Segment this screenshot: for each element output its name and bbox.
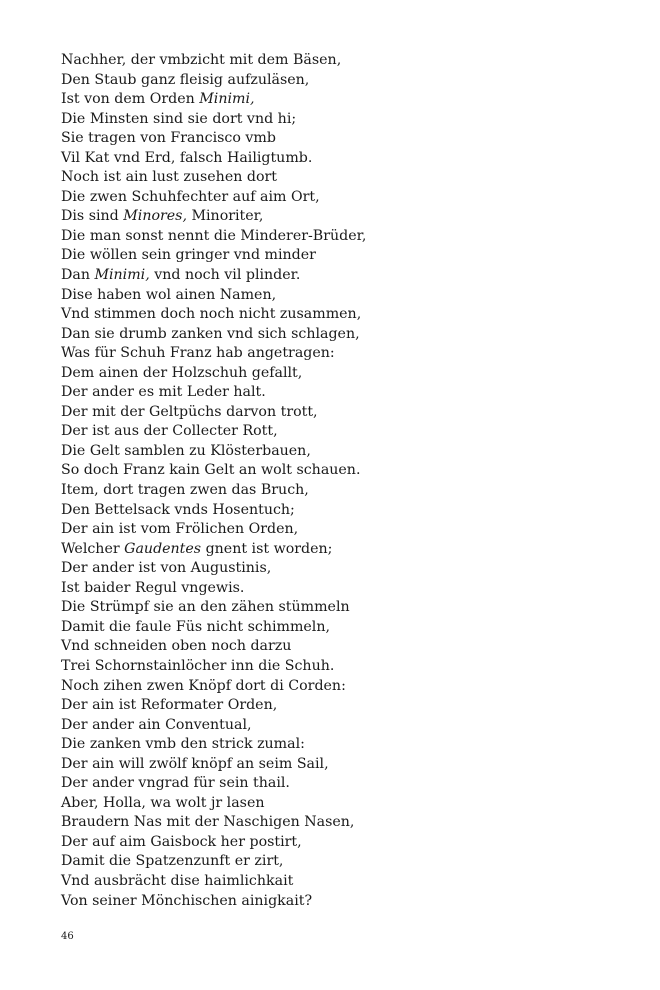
poem-line	[61, 90, 621, 110]
poem-line-segment: Vnd stimmen doch noch nicht zusammen,	[61, 306, 362, 323]
poem-line-segment: Der ist aus der Collecter Rott,	[61, 423, 278, 440]
poem-line-segment: Der ander es mit Leder halt.	[61, 384, 266, 401]
poem-line	[61, 872, 621, 892]
poem-line-segment: Dem ainen der Holzschuh gefallt,	[61, 364, 303, 381]
poem-line	[61, 51, 621, 71]
poem-line-segment: Damit die Spatzenzunft er zirt,	[61, 853, 284, 870]
poem-line	[61, 422, 621, 442]
poem-line-segment: Noch zihen zwen Knöpf dort di Corden:	[61, 677, 346, 694]
poem-line-segment: Der auf aim Gaisbock her postirt,	[61, 833, 302, 850]
poem-line	[61, 188, 621, 208]
poem-line-segment: Die Gelt samblen zu Klösterbauen,	[61, 442, 311, 459]
poem-line	[61, 481, 621, 501]
poem-line-segment: Der ain ist Reformater Orden,	[61, 697, 278, 714]
poem-line-segment: Die zwen Schuhfechter auf aim Ort,	[61, 188, 320, 205]
poem-line	[61, 579, 621, 599]
poem-line-segment: Dise haben wol ainen Namen,	[61, 286, 277, 303]
poem-line	[61, 618, 621, 638]
poem-line	[61, 677, 621, 697]
poem-line	[61, 892, 621, 912]
poem-line	[61, 852, 621, 872]
poem-text	[61, 51, 621, 911]
poem-line	[61, 266, 621, 286]
poem-line-segment: Vnd ausbrächt dise haimlichkait	[61, 872, 294, 889]
poem-line	[61, 833, 621, 853]
poem-line	[61, 540, 621, 560]
poem-line	[61, 149, 621, 169]
poem-line-segment: Der ain ist vom Frölichen Orden,	[61, 521, 299, 538]
poem-line	[61, 520, 621, 540]
poem-line-segment: Von seiner Mönchischen ainigkait?	[61, 892, 313, 909]
poem-line-segment: gnent ist worden;	[201, 540, 333, 557]
poem-line	[61, 246, 621, 266]
poem-line	[61, 207, 621, 227]
poem-line-segment: Nachher, der vmbzicht mit dem Bäsen,	[61, 52, 342, 68]
poem-line	[61, 696, 621, 716]
poem-line	[61, 794, 621, 814]
poem-line-segment: Der ander ain Conventual,	[61, 716, 252, 733]
poem-line-segment: Die zanken vmb den strick zumal:	[61, 736, 305, 753]
poem-line	[61, 735, 621, 755]
poem-line-segment: Item, dort tragen zwen das Bruch,	[61, 482, 309, 499]
poem-line-segment: Der ander vngrad für sein thail.	[61, 775, 290, 792]
poem-line	[61, 305, 621, 325]
poem-line-segment: Den Staub ganz fleisig aufzuläsen,	[61, 71, 310, 88]
poem-line-segment: Der mit der Geltpüchs darvon trott,	[61, 403, 318, 420]
poem-line-segment: Dan sie drumb zanken vnd sich schlagen,	[61, 325, 360, 342]
poem-line-segment: Vnd schneiden oben noch darzu	[61, 638, 292, 655]
poem-line	[61, 637, 621, 657]
poem-line-segment: Trei Schornstainlöcher inn die Schuh.	[61, 657, 335, 674]
poem-line-italic-segment: Minimi,	[199, 91, 255, 108]
poem-line	[61, 383, 621, 403]
poem-line	[61, 71, 621, 91]
poem-line	[61, 168, 621, 188]
poem-line	[61, 286, 621, 306]
poem-line	[61, 110, 621, 130]
poem-line-segment: Minoriter,	[186, 208, 264, 225]
poem-line-segment: Den Bettelsack vnds Hosentuch;	[61, 501, 295, 518]
poem-line	[61, 344, 621, 364]
poem-line	[61, 403, 621, 423]
poem-line	[61, 813, 621, 833]
poem-line-segment: Aber, Holla, wa wolt jr lasen	[61, 794, 265, 811]
poem-line-segment: Dis sind	[61, 208, 124, 225]
poem-line-segment: Damit die faule Füs nicht schimmeln,	[61, 618, 330, 635]
poem-line	[61, 657, 621, 677]
poem-line-segment: Braudern Nas mit der Naschigen Nasen,	[61, 814, 355, 831]
poem-line-segment: Noch ist ain lust zusehen dort	[61, 169, 277, 186]
poem-line	[61, 129, 621, 149]
poem-line-italic-segment: Gaudentes	[124, 540, 202, 557]
poem-line	[61, 461, 621, 481]
poem-line	[61, 716, 621, 736]
poem-line-segment: vnd noch vil plinder.	[149, 267, 301, 284]
poem-line-segment: Welcher	[61, 540, 125, 557]
poem-line-segment: Sie tragen von Francisco vmb	[61, 130, 276, 147]
poem-line-italic-segment: Minimi,	[94, 267, 150, 284]
poem-line-segment: Ist von dem Orden	[61, 91, 200, 108]
poem-line-italic-segment: Minores,	[123, 208, 187, 225]
poem-line	[61, 364, 621, 384]
poem-line-segment: Der ain will zwölf knöpf an seim Sail,	[61, 755, 329, 772]
poem-line	[61, 598, 621, 618]
poem-line	[61, 501, 621, 521]
poem-line-segment: Vil Kat vnd Erd, falsch Hailigtumb.	[61, 149, 313, 166]
poem-line	[61, 442, 621, 462]
poem-line-segment: Der ander ist von Augustinis,	[61, 560, 272, 577]
poem-line	[61, 227, 621, 247]
poem-line-segment: Dan	[61, 267, 95, 284]
poem-line-segment: Was für Schuh Franz hab angetragen:	[61, 345, 335, 362]
poem-line-segment: Die Strümpf sie an den zähen stümmeln	[61, 599, 350, 616]
poem-line	[61, 325, 621, 345]
poem-line	[61, 559, 621, 579]
poem-line-segment: Die Minsten sind sie dort vnd hi;	[61, 110, 297, 127]
page-number: 46	[61, 931, 74, 942]
poem-line-segment: Ist baider Regul vngewis.	[61, 579, 245, 596]
poem-line	[61, 774, 621, 794]
poem-line-segment: So doch Franz kain Gelt an wolt schauen.	[61, 462, 361, 479]
poem-line-segment: Die man sonst nennt die Minderer-Brüder,	[61, 227, 367, 244]
poem-line-segment: Die wöllen sein gringer vnd minder	[61, 247, 316, 264]
poem-line	[61, 755, 621, 775]
